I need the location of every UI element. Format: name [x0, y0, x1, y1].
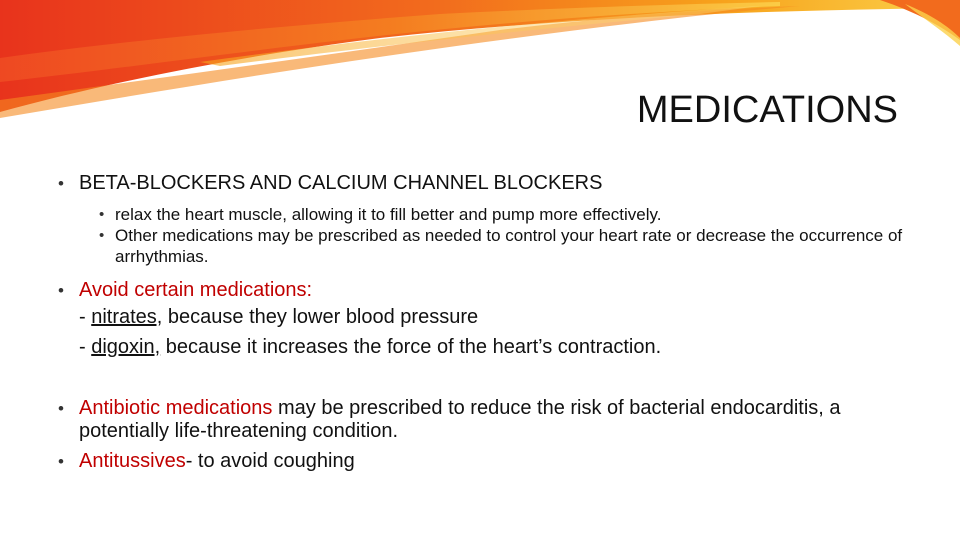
- antibiotic-label: Antibiotic medications: [79, 397, 273, 419]
- nitrates-link: nitrates,: [91, 306, 163, 328]
- bullet-beta-blockers: • BETA-BLOCKERS AND CALCIUM CHANNEL BLOCKERS: [58, 172, 908, 195]
- avoid-digoxin-line: - digoxin, because it increases the force of the heart’s contraction.: [79, 336, 662, 358]
- sub-bullet-other-medications: • Other medications may be prescribed as needed to control your heart rate or decrease the occurrence of arrhythmias.: [58, 225, 908, 267]
- avoid-medications-label: Avoid certain medications:: [79, 279, 313, 301]
- avoid-nitrates-line: - nitrates, because they lower blood pressure: [79, 306, 479, 328]
- bullet-antibiotics: • Antibiotic medications may be prescribed to reduce the risk of bacterial endocarditis, a potentially life-threatening condition.: [58, 397, 908, 443]
- bullet-antitussives: • Antitussives- to avoid coughing: [58, 450, 908, 473]
- slide-body: [58, 172, 908, 473]
- antitussives-label: Antitussives: [79, 450, 186, 472]
- slide-title: MEDICATIONS: [636, 89, 898, 131]
- bullet-avoid-medications: [58, 279, 908, 302]
- digoxin-link: digoxin,: [91, 336, 161, 358]
- sub-bullet-relax: • relax the heart muscle, allowing it to fill better and pump more effectively.: [58, 204, 908, 225]
